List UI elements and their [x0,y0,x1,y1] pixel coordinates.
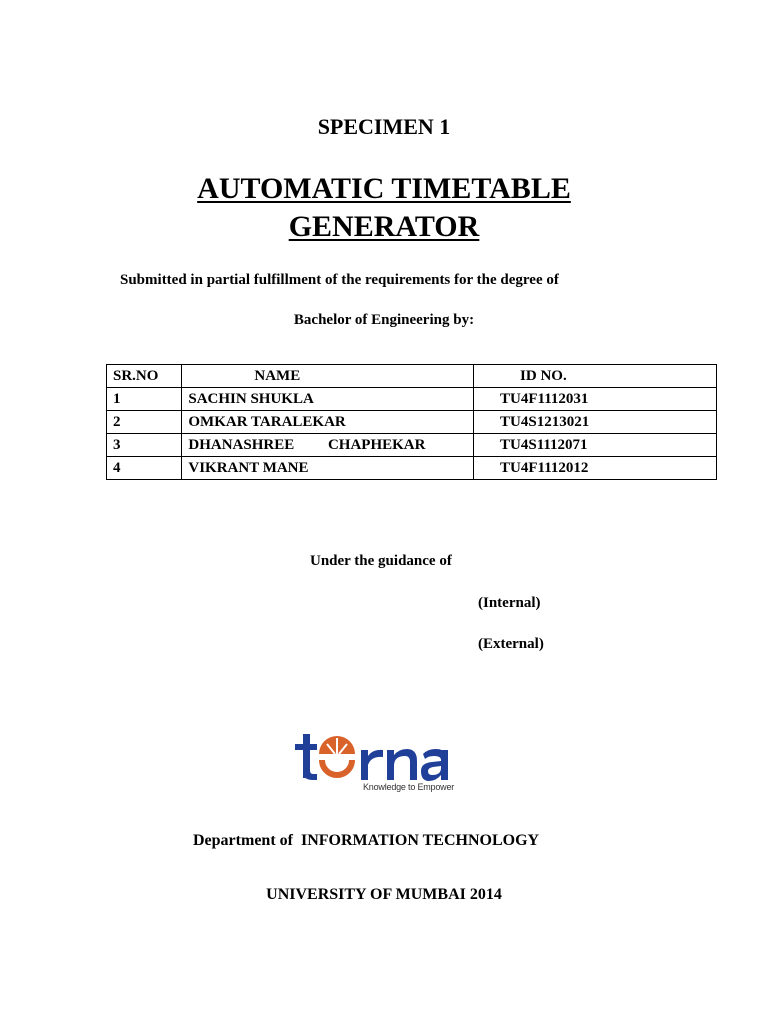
title-line-2: GENERATOR [288,210,480,243]
cell-id: TU4S1112071 [474,434,717,457]
university-label: UNIVERSITY OF MUMBAI 2014 [266,886,502,903]
external-guide-label: (External) [478,636,544,652]
department-label: Department of INFORMATION TECHNOLOGY [193,832,540,849]
terna-logo [295,720,465,800]
table-header-row [107,365,717,388]
document-title [0,170,768,246]
cell-srno: 3 [107,434,182,457]
cell-name: VIKRANT MANE [182,457,474,480]
table-row [107,434,717,457]
cell-name: SACHIN SHUKLA [182,388,474,411]
table-row [107,388,717,411]
header-srno: SR.NO [107,365,182,388]
title-line-1: AUTOMATIC TIMETABLE [197,172,571,205]
cell-srno: 4 [107,457,182,480]
cell-srno: 2 [107,411,182,434]
members-table [106,364,717,480]
header-id: ID NO. [474,365,717,388]
cell-name: DHANASHREE CHAPHEKAR [182,434,474,457]
specimen-label: SPECIMEN 1 [317,114,451,139]
header-name: NAME [182,365,474,388]
submission-statement: Submitted in partial fulfillment of the requirements for the degree of [120,272,559,288]
cell-id: TU4F1112031 [474,388,717,411]
degree-statement: Bachelor of Engineering by: [293,312,475,328]
internal-guide-label: (Internal) [478,595,541,611]
cell-srno: 1 [107,388,182,411]
cell-name: OMKAR TARALEKAR [182,411,474,434]
table-row [107,457,717,480]
guidance-label: Under the guidance of [310,553,452,569]
cell-id: TU4F1112012 [474,457,717,480]
table-row [107,411,717,434]
logo-tagline: Knowledge to Empower [363,782,455,792]
cell-id: TU4S1213021 [474,411,717,434]
